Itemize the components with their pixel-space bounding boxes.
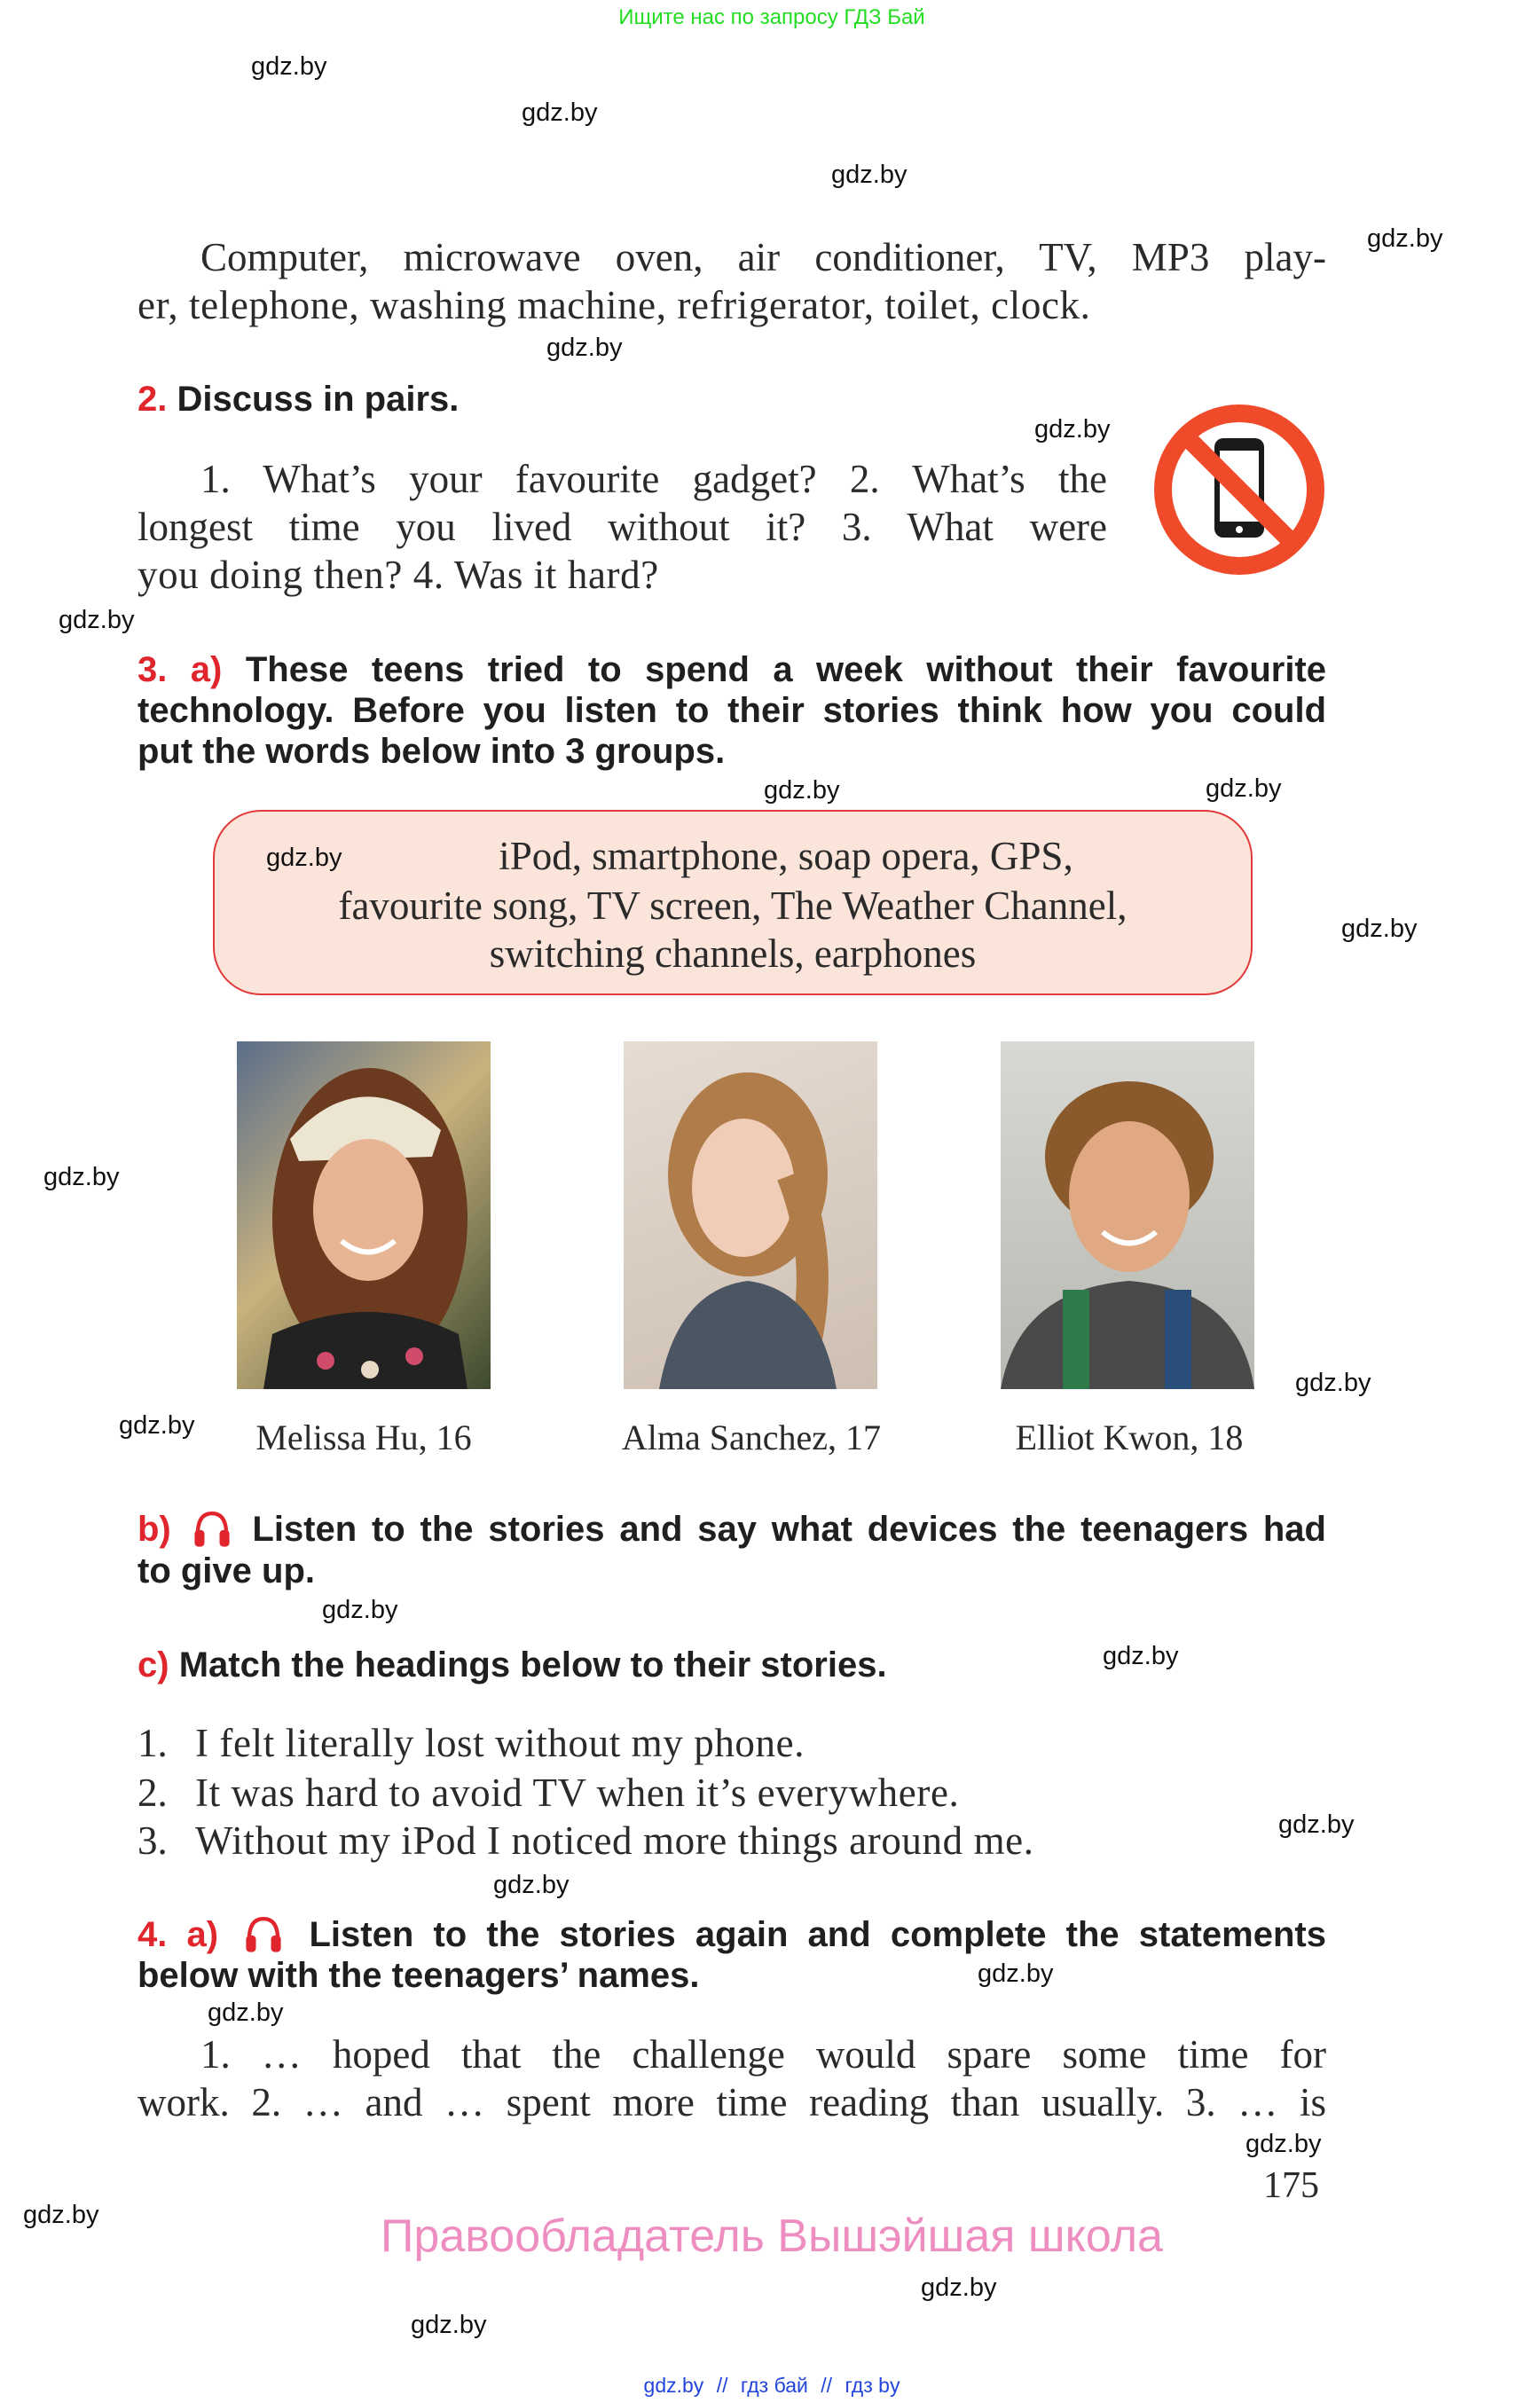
heading-text: It was hard to avoid TV when it’s everywhere.: [195, 1771, 960, 1815]
headphones-icon: [192, 1509, 232, 1550]
exercise-3b-label: b): [138, 1510, 171, 1549]
no-phone-icon: [1151, 401, 1328, 578]
ex4a-line: [138, 1914, 1326, 1955]
heading-item: [138, 1769, 959, 1817]
heading-item: [138, 1817, 1034, 1865]
watermark: gdz.by: [493, 1871, 570, 1899]
photo-alma: [624, 1041, 877, 1389]
page-number: 175: [1263, 2165, 1319, 2206]
headphones-icon: [243, 1914, 284, 1955]
watermark: gdz.by: [208, 1999, 284, 2027]
heading-number: 1.: [138, 1721, 168, 1765]
heading-number: 2.: [138, 1771, 168, 1815]
exercise-2-heading: [138, 379, 459, 420]
caption-elliot: Elliot Kwon, 18: [1015, 1417, 1244, 1457]
top-banner: Ищите нас по запросу ГДЗ Бай: [618, 5, 925, 29]
ex3a-line: put the words below into 3 groups.: [138, 732, 726, 771]
intro-line: Computer, microwave oven, air conditioner, TV, MP3 play-: [200, 235, 1326, 279]
footer-link[interactable]: гдз бай: [740, 2374, 808, 2397]
footer-separator: //: [716, 2374, 728, 2397]
ex3c-line: [138, 1645, 887, 1685]
footer-links: [0, 2374, 1540, 2398]
watermark: gdz.by: [43, 1163, 120, 1191]
heading-item: [138, 1719, 805, 1767]
intro-line: er, telephone, washing machine, refrigerator, toilet, clock.: [138, 283, 1091, 327]
watermark: gdz.by: [1103, 1642, 1179, 1670]
watermark: gdz.by: [322, 1596, 398, 1624]
ex4-line: work. 2. … and … spent more time reading than usually. 3. … is: [138, 2080, 1326, 2124]
word-box-line: switching channels, earphones: [489, 931, 977, 976]
footer-separator: //: [821, 2374, 833, 2397]
watermark: gdz.by: [1278, 1810, 1355, 1839]
watermark: gdz.by: [978, 1959, 1054, 1988]
ex3c-text: Match the headings below to their stories.: [178, 1645, 887, 1684]
word-box-line: favourite song, TV screen, The Weather Channel,: [338, 883, 1128, 928]
photo-elliot: [1001, 1041, 1254, 1389]
watermark: gdz.by: [1295, 1369, 1371, 1397]
caption-alma: Alma Sanchez, 17: [621, 1417, 882, 1457]
watermark: gdz.by: [59, 606, 135, 634]
watermark: gdz.by: [522, 98, 598, 127]
watermark: gdz.by: [764, 776, 840, 805]
footer-link[interactable]: gdz.by: [643, 2374, 704, 2397]
exercise-title: Discuss in pairs.: [177, 380, 460, 419]
ex3b-line: to give up.: [138, 1551, 315, 1590]
footer-link[interactable]: гдз by: [845, 2374, 900, 2397]
watermark: gdz.by: [119, 1411, 195, 1440]
ex3a-line: technology. Before you listen to their stories think how you could: [138, 691, 1326, 730]
watermark: gdz.by: [23, 2201, 99, 2229]
watermark: gdz.by: [1341, 915, 1418, 943]
ex3b-line: [138, 1509, 1326, 1550]
ex2-line: longest time you lived without it? 3. What were: [138, 505, 1107, 549]
watermark: gdz.by: [831, 161, 908, 189]
heading-number: 3.: [138, 1818, 168, 1863]
ex4a-text: Listen to the stories again and complete the statements: [309, 1915, 1326, 1954]
ex3b-text: Listen to the stories and say what devices the teenagers had: [252, 1510, 1326, 1549]
ex2-line: 1. What’s your favourite gadget? 2. What’s the: [200, 457, 1107, 501]
ex3a-line: [138, 649, 1326, 690]
heading-text: Without my iPod I noticed more things around me.: [195, 1818, 1034, 1863]
watermark: gdz.by: [1245, 2130, 1322, 2158]
word-box-line: iPod, smartphone, soap opera, GPS,: [499, 834, 1073, 878]
ex4-line: 1. … hoped that the challenge would spare some time for: [200, 2032, 1326, 2077]
watermark: gdz.by: [921, 2273, 997, 2302]
ex4a-line: below with the teenagers’ names.: [138, 1956, 700, 1995]
watermark: gdz.by: [546, 334, 623, 362]
exercise-3a-label: 3. a): [138, 650, 223, 689]
ex2-line: you doing then? 4. Was it hard?: [138, 553, 659, 597]
exercise-4a-label: 4. a): [138, 1915, 219, 1954]
watermark: gdz.by: [1034, 415, 1111, 444]
watermark: gdz.by: [266, 844, 342, 872]
exercise-number: 2.: [138, 380, 168, 419]
photo-melissa: [237, 1041, 491, 1389]
watermark: gdz.by: [1206, 774, 1282, 803]
exercise-3c-label: c): [138, 1645, 169, 1684]
watermark: gdz.by: [251, 52, 327, 81]
heading-text: I felt literally lost without my phone.: [195, 1721, 805, 1765]
ex3a-text: These teens tried to spend a week without their favourite: [245, 650, 1326, 689]
caption-melissa: Melissa Hu, 16: [255, 1417, 472, 1457]
watermark: gdz.by: [1367, 224, 1443, 253]
copyright-notice: Правообладатель Вышэйшая школа: [381, 2211, 1163, 2262]
watermark: gdz.by: [411, 2311, 487, 2339]
